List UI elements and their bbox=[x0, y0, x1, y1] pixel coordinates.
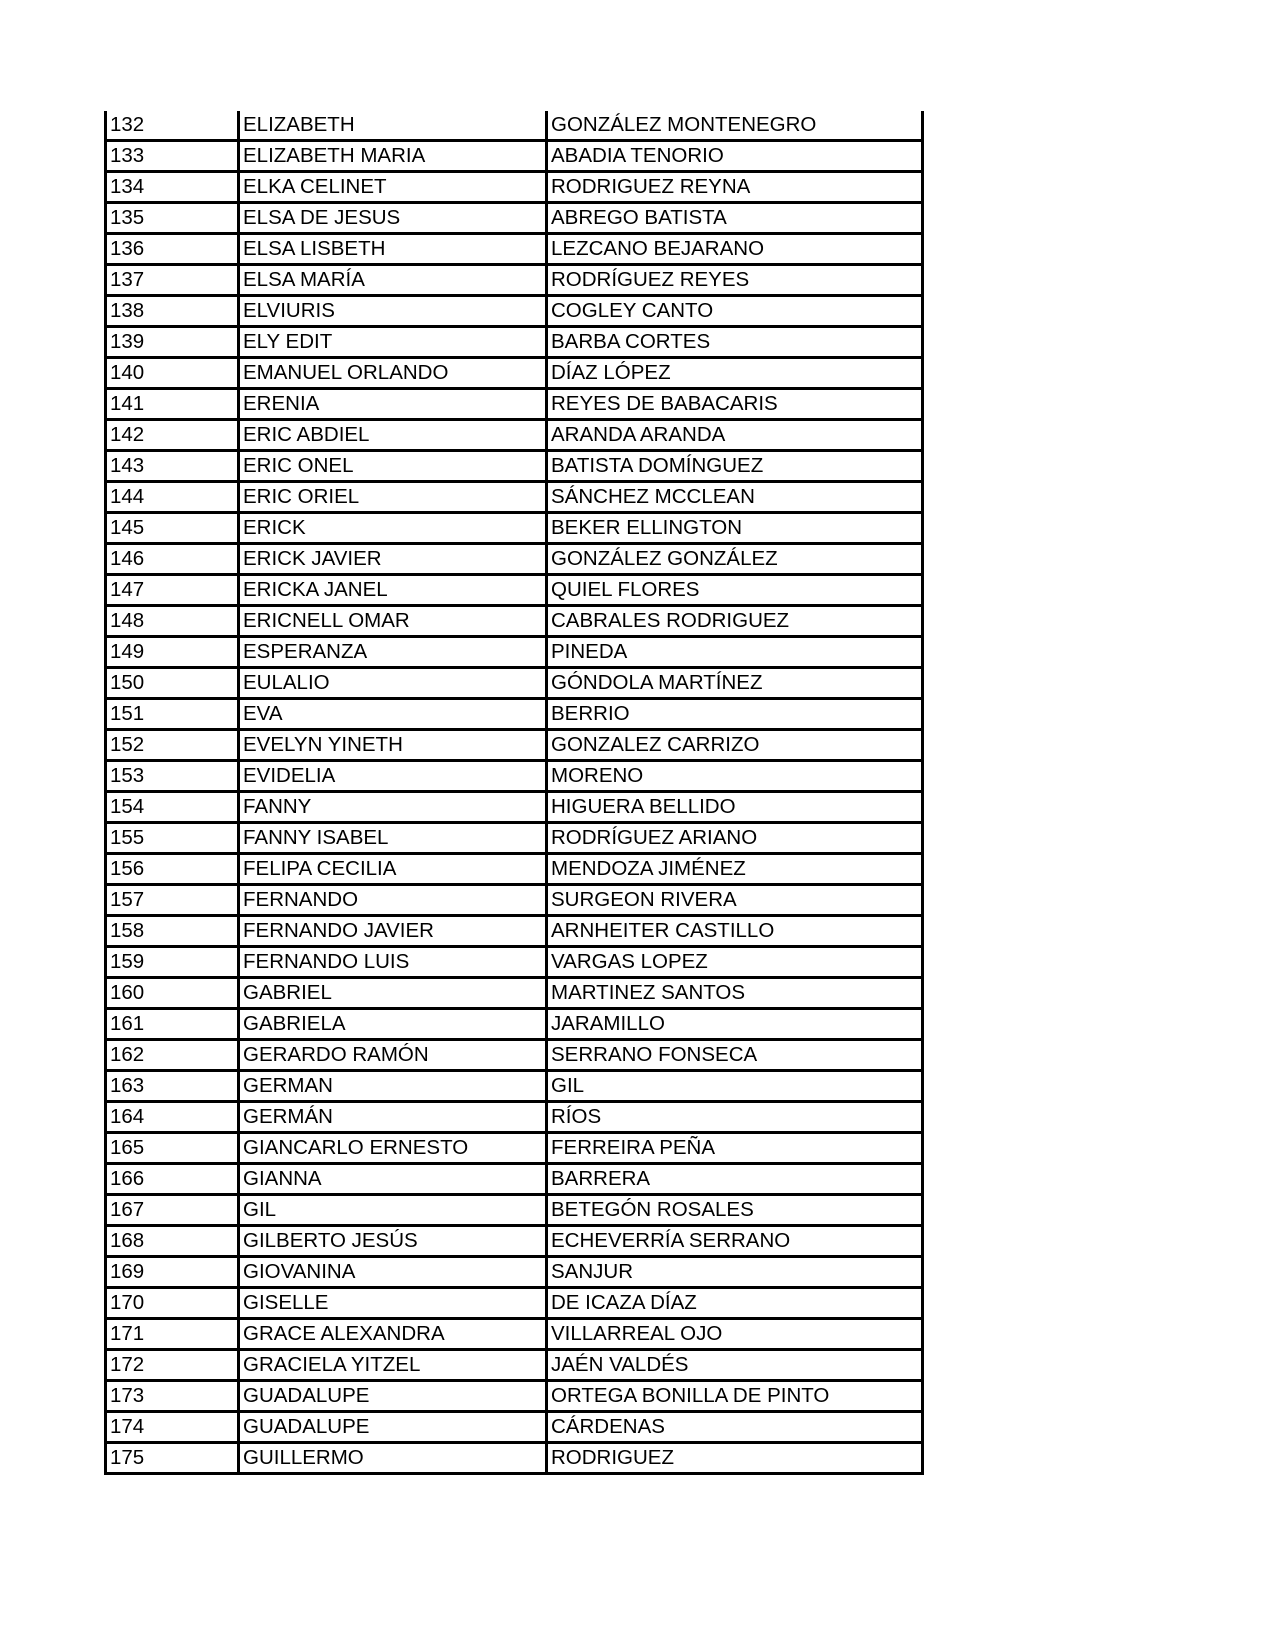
row-number-cell: 174 bbox=[106, 1412, 239, 1443]
row-number-cell: 154 bbox=[106, 792, 239, 823]
first-name-cell: GIOVANINA bbox=[239, 1257, 547, 1288]
last-name-cell: QUIEL FLORES bbox=[547, 575, 923, 606]
table-row bbox=[106, 389, 923, 420]
last-name-cell: PINEDA bbox=[547, 637, 923, 668]
table-row bbox=[106, 1257, 923, 1288]
first-name-cell: ERICNELL OMAR bbox=[239, 606, 547, 637]
row-number-cell: 160 bbox=[106, 978, 239, 1009]
first-name-cell: ERIC ORIEL bbox=[239, 482, 547, 513]
table-row bbox=[106, 761, 923, 792]
table-row bbox=[106, 1040, 923, 1071]
table-row bbox=[106, 172, 923, 203]
last-name-cell: COGLEY CANTO bbox=[547, 296, 923, 327]
table-row bbox=[106, 265, 923, 296]
table-row bbox=[106, 234, 923, 265]
table-row bbox=[106, 1164, 923, 1195]
table-row bbox=[106, 885, 923, 916]
last-name-cell: SURGEON RIVERA bbox=[547, 885, 923, 916]
first-name-cell: ERENIA bbox=[239, 389, 547, 420]
last-name-cell: SÁNCHEZ MCCLEAN bbox=[547, 482, 923, 513]
row-number-cell: 155 bbox=[106, 823, 239, 854]
first-name-cell: GIL bbox=[239, 1195, 547, 1226]
row-number-cell: 153 bbox=[106, 761, 239, 792]
table-row bbox=[106, 1381, 923, 1412]
table-row bbox=[106, 482, 923, 513]
row-number-cell: 146 bbox=[106, 544, 239, 575]
row-number-cell: 164 bbox=[106, 1102, 239, 1133]
last-name-cell: CÁRDENAS bbox=[547, 1412, 923, 1443]
row-number-cell: 144 bbox=[106, 482, 239, 513]
table-row bbox=[106, 1009, 923, 1040]
last-name-cell: RODRIGUEZ bbox=[547, 1443, 923, 1474]
last-name-cell: BETEGÓN ROSALES bbox=[547, 1195, 923, 1226]
first-name-cell: ELIZABETH bbox=[239, 111, 547, 141]
first-name-cell: GIANNA bbox=[239, 1164, 547, 1195]
row-number-cell: 136 bbox=[106, 234, 239, 265]
first-name-cell: GABRIEL bbox=[239, 978, 547, 1009]
first-name-cell: GABRIELA bbox=[239, 1009, 547, 1040]
row-number-cell: 165 bbox=[106, 1133, 239, 1164]
table-row bbox=[106, 854, 923, 885]
names-table bbox=[104, 111, 924, 1475]
first-name-cell: FERNANDO bbox=[239, 885, 547, 916]
last-name-cell: MENDOZA JIMÉNEZ bbox=[547, 854, 923, 885]
table-row bbox=[106, 358, 923, 389]
row-number-cell: 156 bbox=[106, 854, 239, 885]
last-name-cell: BATISTA DOMÍNGUEZ bbox=[547, 451, 923, 482]
last-name-cell: SANJUR bbox=[547, 1257, 923, 1288]
first-name-cell: GRACE ALEXANDRA bbox=[239, 1319, 547, 1350]
last-name-cell: LEZCANO BEJARANO bbox=[547, 234, 923, 265]
table-row bbox=[106, 203, 923, 234]
row-number-cell: 173 bbox=[106, 1381, 239, 1412]
row-number-cell: 159 bbox=[106, 947, 239, 978]
first-name-cell: EULALIO bbox=[239, 668, 547, 699]
first-name-cell: GRACIELA YITZEL bbox=[239, 1350, 547, 1381]
row-number-cell: 138 bbox=[106, 296, 239, 327]
first-name-cell: ELSA DE JESUS bbox=[239, 203, 547, 234]
table-row bbox=[106, 668, 923, 699]
table-row bbox=[106, 1102, 923, 1133]
last-name-cell: RODRIGUEZ REYNA bbox=[547, 172, 923, 203]
table-row bbox=[106, 699, 923, 730]
row-number-cell: 139 bbox=[106, 327, 239, 358]
row-number-cell: 135 bbox=[106, 203, 239, 234]
last-name-cell: ABREGO BATISTA bbox=[547, 203, 923, 234]
row-number-cell: 151 bbox=[106, 699, 239, 730]
table-row bbox=[106, 420, 923, 451]
first-name-cell: EVA bbox=[239, 699, 547, 730]
table-row bbox=[106, 1319, 923, 1350]
first-name-cell: EVIDELIA bbox=[239, 761, 547, 792]
first-name-cell: GIANCARLO ERNESTO bbox=[239, 1133, 547, 1164]
first-name-cell: FELIPA CECILIA bbox=[239, 854, 547, 885]
table-row bbox=[106, 1288, 923, 1319]
last-name-cell: ABADIA TENORIO bbox=[547, 141, 923, 172]
last-name-cell: ARANDA ARANDA bbox=[547, 420, 923, 451]
first-name-cell: ERIC ONEL bbox=[239, 451, 547, 482]
first-name-cell: ERIC ABDIEL bbox=[239, 420, 547, 451]
row-number-cell: 149 bbox=[106, 637, 239, 668]
last-name-cell: JARAMILLO bbox=[547, 1009, 923, 1040]
first-name-cell: GERMAN bbox=[239, 1071, 547, 1102]
last-name-cell: ARNHEITER CASTILLO bbox=[547, 916, 923, 947]
last-name-cell: GONZÁLEZ MONTENEGRO bbox=[547, 111, 923, 141]
table-row bbox=[106, 327, 923, 358]
last-name-cell: FERREIRA PEÑA bbox=[547, 1133, 923, 1164]
table-row bbox=[106, 1350, 923, 1381]
table-row bbox=[106, 947, 923, 978]
first-name-cell: ELY EDIT bbox=[239, 327, 547, 358]
table-row bbox=[106, 451, 923, 482]
row-number-cell: 140 bbox=[106, 358, 239, 389]
table-row bbox=[106, 730, 923, 761]
last-name-cell: VARGAS LOPEZ bbox=[547, 947, 923, 978]
row-number-cell: 158 bbox=[106, 916, 239, 947]
last-name-cell: JAÉN VALDÉS bbox=[547, 1350, 923, 1381]
row-number-cell: 145 bbox=[106, 513, 239, 544]
last-name-cell: CABRALES RODRIGUEZ bbox=[547, 606, 923, 637]
last-name-cell: DE ICAZA DÍAZ bbox=[547, 1288, 923, 1319]
first-name-cell: ERICK bbox=[239, 513, 547, 544]
row-number-cell: 141 bbox=[106, 389, 239, 420]
row-number-cell: 162 bbox=[106, 1040, 239, 1071]
first-name-cell: EVELYN YINETH bbox=[239, 730, 547, 761]
table-row bbox=[106, 792, 923, 823]
last-name-cell: MARTINEZ SANTOS bbox=[547, 978, 923, 1009]
table-row bbox=[106, 1412, 923, 1443]
first-name-cell: GILBERTO JESÚS bbox=[239, 1226, 547, 1257]
table-row bbox=[106, 575, 923, 606]
table-body bbox=[106, 111, 923, 1474]
first-name-cell: GERMÁN bbox=[239, 1102, 547, 1133]
table-row bbox=[106, 978, 923, 1009]
last-name-cell: VILLARREAL OJO bbox=[547, 1319, 923, 1350]
first-name-cell: ELSA MARÍA bbox=[239, 265, 547, 296]
first-name-cell: ELKA CELINET bbox=[239, 172, 547, 203]
first-name-cell: FANNY bbox=[239, 792, 547, 823]
last-name-cell: MORENO bbox=[547, 761, 923, 792]
table-row bbox=[106, 916, 923, 947]
row-number-cell: 150 bbox=[106, 668, 239, 699]
first-name-cell: ELIZABETH MARIA bbox=[239, 141, 547, 172]
row-number-cell: 133 bbox=[106, 141, 239, 172]
row-number-cell: 167 bbox=[106, 1195, 239, 1226]
first-name-cell: ERICK JAVIER bbox=[239, 544, 547, 575]
table-row bbox=[106, 296, 923, 327]
row-number-cell: 175 bbox=[106, 1443, 239, 1474]
last-name-cell: GONZÁLEZ GONZÁLEZ bbox=[547, 544, 923, 575]
first-name-cell: EMANUEL ORLANDO bbox=[239, 358, 547, 389]
last-name-cell: BARRERA bbox=[547, 1164, 923, 1195]
table-row bbox=[106, 1195, 923, 1226]
row-number-cell: 161 bbox=[106, 1009, 239, 1040]
row-number-cell: 143 bbox=[106, 451, 239, 482]
table-row bbox=[106, 544, 923, 575]
first-name-cell: ELSA LISBETH bbox=[239, 234, 547, 265]
table-row bbox=[106, 823, 923, 854]
row-number-cell: 148 bbox=[106, 606, 239, 637]
last-name-cell: SERRANO FONSECA bbox=[547, 1040, 923, 1071]
last-name-cell: BARBA CORTES bbox=[547, 327, 923, 358]
row-number-cell: 163 bbox=[106, 1071, 239, 1102]
table-row bbox=[106, 513, 923, 544]
last-name-cell: ORTEGA BONILLA DE PINTO bbox=[547, 1381, 923, 1412]
last-name-cell: GÓNDOLA MARTÍNEZ bbox=[547, 668, 923, 699]
first-name-cell: FANNY ISABEL bbox=[239, 823, 547, 854]
row-number-cell: 147 bbox=[106, 575, 239, 606]
row-number-cell: 137 bbox=[106, 265, 239, 296]
first-name-cell: ERICKA JANEL bbox=[239, 575, 547, 606]
first-name-cell: FERNANDO LUIS bbox=[239, 947, 547, 978]
last-name-cell: BEKER ELLINGTON bbox=[547, 513, 923, 544]
row-number-cell: 170 bbox=[106, 1288, 239, 1319]
last-name-cell: BERRIO bbox=[547, 699, 923, 730]
last-name-cell: RODRÍGUEZ ARIANO bbox=[547, 823, 923, 854]
first-name-cell: GUADALUPE bbox=[239, 1412, 547, 1443]
row-number-cell: 152 bbox=[106, 730, 239, 761]
row-number-cell: 169 bbox=[106, 1257, 239, 1288]
last-name-cell: RODRÍGUEZ REYES bbox=[547, 265, 923, 296]
table-row bbox=[106, 606, 923, 637]
first-name-cell: GUADALUPE bbox=[239, 1381, 547, 1412]
last-name-cell: HIGUERA BELLIDO bbox=[547, 792, 923, 823]
table-row bbox=[106, 1443, 923, 1474]
table-row bbox=[106, 637, 923, 668]
first-name-cell: GUILLERMO bbox=[239, 1443, 547, 1474]
table-row bbox=[106, 1133, 923, 1164]
last-name-cell: ECHEVERRÍA SERRANO bbox=[547, 1226, 923, 1257]
last-name-cell: RÍOS bbox=[547, 1102, 923, 1133]
table-row bbox=[106, 1071, 923, 1102]
table-row bbox=[106, 141, 923, 172]
first-name-cell: FERNANDO JAVIER bbox=[239, 916, 547, 947]
last-name-cell: DÍAZ LÓPEZ bbox=[547, 358, 923, 389]
first-name-cell: GERARDO RAMÓN bbox=[239, 1040, 547, 1071]
row-number-cell: 171 bbox=[106, 1319, 239, 1350]
last-name-cell: GONZALEZ CARRIZO bbox=[547, 730, 923, 761]
table-row bbox=[106, 111, 923, 141]
row-number-cell: 166 bbox=[106, 1164, 239, 1195]
last-name-cell: REYES DE BABACARIS bbox=[547, 389, 923, 420]
row-number-cell: 168 bbox=[106, 1226, 239, 1257]
first-name-cell: ESPERANZA bbox=[239, 637, 547, 668]
first-name-cell: ELVIURIS bbox=[239, 296, 547, 327]
last-name-cell: GIL bbox=[547, 1071, 923, 1102]
first-name-cell: GISELLE bbox=[239, 1288, 547, 1319]
row-number-cell: 142 bbox=[106, 420, 239, 451]
row-number-cell: 132 bbox=[106, 111, 239, 141]
row-number-cell: 172 bbox=[106, 1350, 239, 1381]
row-number-cell: 134 bbox=[106, 172, 239, 203]
table-row bbox=[106, 1226, 923, 1257]
row-number-cell: 157 bbox=[106, 885, 239, 916]
